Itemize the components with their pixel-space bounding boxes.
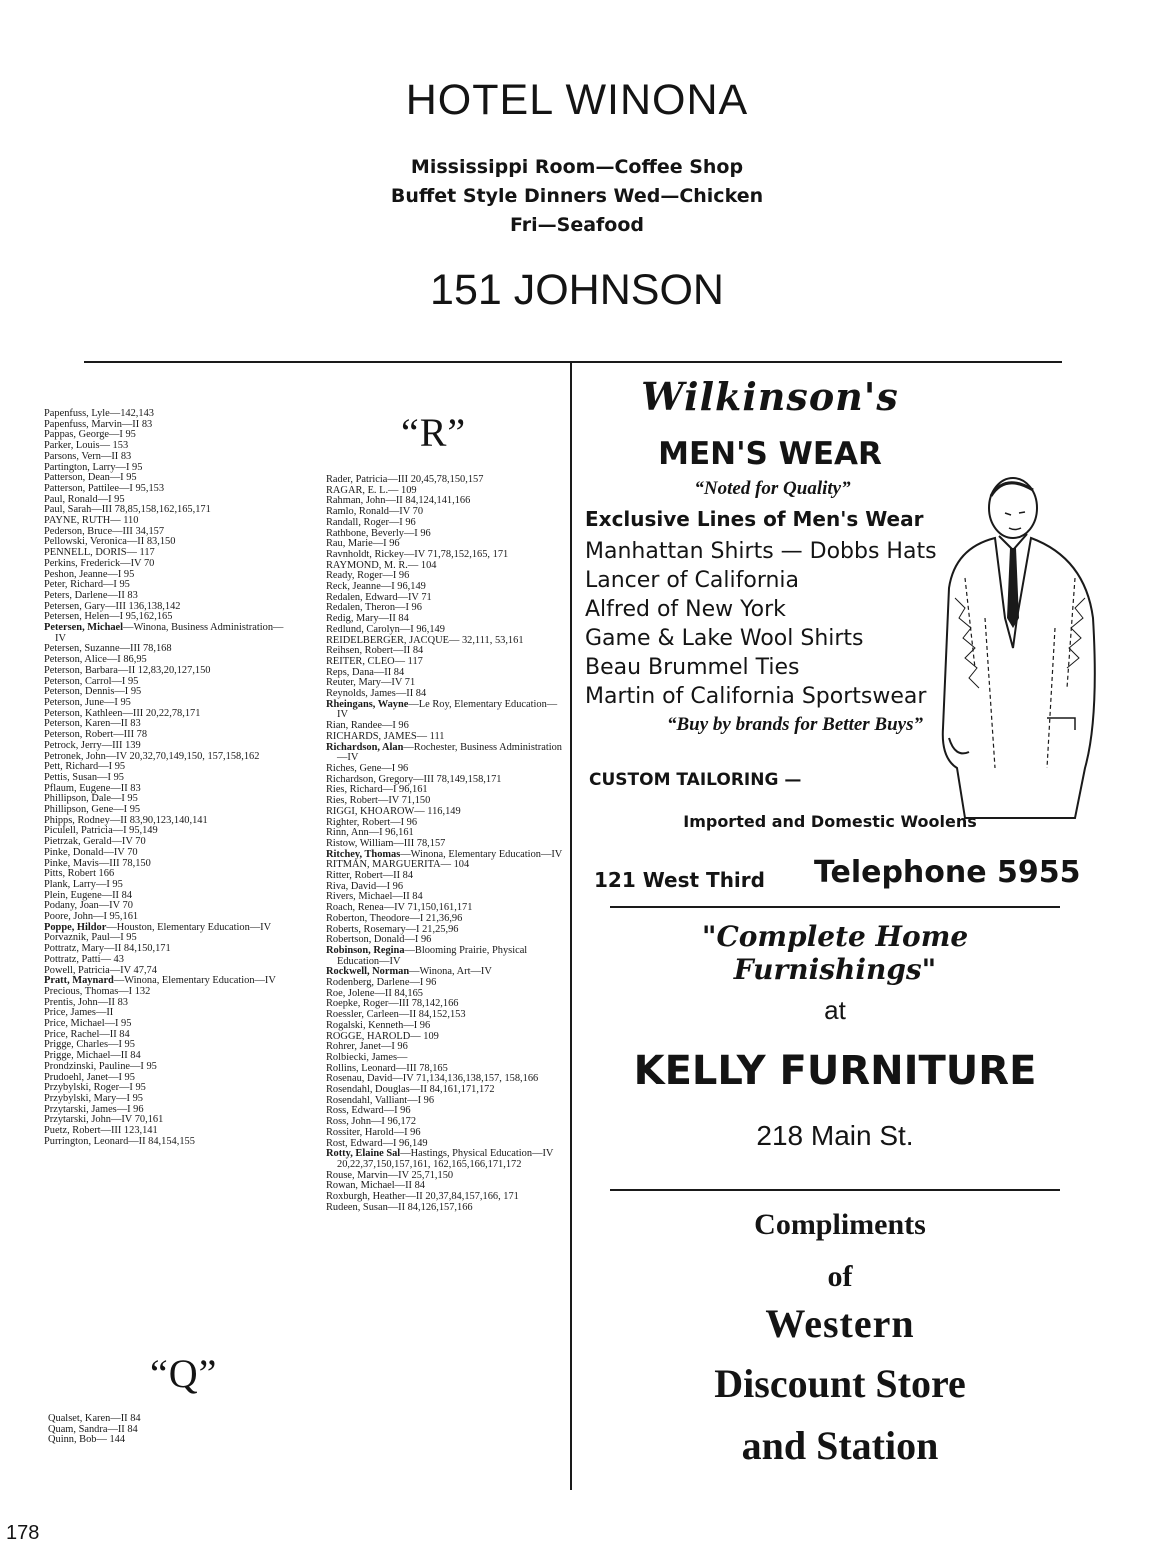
directory-entry: Pellowski, Veronica—II 83,150	[44, 536, 176, 548]
hotel-line-2: Buffet Style Dinners Wed—Chicken	[390, 185, 764, 207]
directory-entry: Peshon, Jeanne—I 95	[44, 568, 135, 580]
directory-entry: Perkins, Frederick—IV 70	[44, 557, 155, 569]
directory-entry: Phipps, Rodney—II 83,90,123,140,141	[44, 814, 208, 826]
directory-entry: Peterson, Dennis—I 95	[44, 686, 142, 698]
western-name: Western	[765, 1301, 915, 1346]
directory-entry: Prondzinski, Pauline—I 95	[44, 1060, 157, 1072]
directory-entry: Rosendahl, Douglas—II 84,161,171,172	[326, 1084, 495, 1096]
directory-entry: Pratt, Maynard—Winona, Elementary Education—IV	[44, 975, 276, 987]
wilkinsons-address: 121 West Third	[594, 868, 765, 892]
directory-entry: Ramlo, Ronald—IV 70	[326, 506, 424, 518]
directory-entry: Righter, Robert—I 96	[326, 816, 418, 828]
directory-column-1	[44, 409, 284, 1148]
directory-entry: Robertson, Donald—I 96	[326, 934, 432, 946]
directory-entry: Precious, Thomas—I 132	[44, 985, 151, 997]
top-divider	[84, 361, 1062, 363]
hotel-address: 151 JOHNSON	[430, 266, 724, 314]
directory-entry: Plank, Larry—I 95	[44, 878, 123, 890]
directory-entry: Reck, Jeanne—I 96,149	[326, 581, 426, 593]
directory-entry: Petersen, Suzanne—III 78,168	[44, 643, 172, 655]
directory-entry: Rosenau, David—IV 71,134,136,138,157, 158,166	[326, 1073, 539, 1085]
directory-entry: Roberts, Rosemary—I 21,25,96	[326, 923, 459, 935]
woolens-line: Imported and Domestic Woolens	[683, 812, 977, 831]
directory-entry: Peterson, June—I 95	[44, 696, 131, 708]
directory-entry: Petersen, Michael—Winona, Business Administration—IV	[44, 622, 284, 644]
directory-entry: Paul, Ronald—I 95	[44, 493, 125, 505]
directory-entry: Qualset, Karen—II 84	[48, 1413, 141, 1424]
directory-entry: Rossiter, Harold—I 96	[326, 1126, 421, 1138]
directory-entry: Rowan, Michael—II 84	[326, 1180, 425, 1192]
directory-entry: Rau, Marie—I 96	[326, 538, 400, 550]
ad-divider-1	[610, 906, 1060, 908]
directory-entry: Peterson, Kathleen—III 20,22,78,171	[44, 707, 201, 719]
directory-entry: PAYNE, RUTH— 110	[44, 515, 139, 527]
directory-entry: Rheingans, Wayne—Le Roy, Elementary Education—IV	[326, 698, 558, 721]
directory-entry: Ries, Richard—I 96,161	[326, 784, 428, 796]
directory-column-2	[326, 475, 566, 1214]
directory-entry: Purrington, Leonard—II 84,154,155	[44, 1135, 195, 1147]
directory-entry: ROGGE, HAROLD— 109	[326, 1030, 439, 1042]
directory-entry: Prigge, Michael—II 84	[44, 1050, 141, 1062]
directory-entry: Redalen, Edward—IV 71	[326, 591, 432, 603]
directory-entry: Paul, Sarah—III 78,85,158,162,165,171	[44, 504, 211, 516]
directory-entry: Richardson, Alan—Rochester, Business Administration—IV	[326, 741, 562, 764]
directory-entry: Riva, David—I 96	[326, 880, 404, 892]
directory-entry: Robinson, Regina—Blooming Prairie, Physical Education—IV	[326, 944, 528, 967]
directory-entry: Ravnholdt, Rickey—IV 71,78,152,165, 171	[326, 548, 509, 560]
directory-entry: Ritter, Robert—II 84	[326, 870, 414, 882]
directory-entry: Rotty, Elaine Sal—Hastings, Physical Education—IV 20,22,37,150,157,161, 162,165,166,171,172	[326, 1148, 554, 1170]
directory-entry: Pinke, Mavis—III 78,150	[44, 857, 151, 869]
directory-entry: Przybylski, Mary—I 95	[44, 1093, 143, 1104]
section-heading-q: “Q”	[150, 1351, 218, 1396]
directory-entry: Rollins, Leonard—III 78,165	[326, 1062, 448, 1074]
directory-entry: Podany, Joan—IV 70	[44, 900, 133, 912]
directory-entry: Prudoehl, Janet—I 95	[44, 1071, 135, 1083]
column-divider	[570, 362, 572, 1490]
directory-entry: RICHARDS, JAMES— 111	[326, 730, 445, 742]
directory-entry: Rinn, Ann—I 96,161	[326, 827, 414, 839]
kelly-tagline: "Complete Home Furnishings"	[701, 920, 969, 986]
directory-entry: Ross, John—I 96,172	[326, 1116, 417, 1128]
directory-entry: Peterson, Barbara—II 12,83,20,127,150	[44, 664, 211, 676]
brand-item: Manhattan Shirts — Dobbs Hats	[585, 539, 937, 564]
directory-entry: Ries, Robert—IV 71,150	[326, 795, 431, 807]
page-number: 178	[6, 1522, 40, 1544]
directory-entry: Pflaum, Eugene—II 83	[44, 782, 141, 794]
directory-entry: Parsons, Vern—II 83	[44, 450, 132, 462]
directory-entry: Rudeen, Susan—II 84,126,157,166	[326, 1201, 473, 1213]
brand-item: Alfred of New York	[585, 597, 786, 622]
directory-entry: Peterson, Alice—I 86,95	[44, 654, 147, 666]
directory-entry: Parker, Louis— 153	[44, 440, 129, 452]
directory-entry: Rivers, Michael—II 84	[326, 891, 423, 903]
directory-entry: Rodenberg, Darlene—I 96	[326, 977, 437, 989]
directory-entry: Reynolds, James—II 84	[326, 688, 427, 700]
directory-entry: Pederson, Bruce—III 34,157	[44, 525, 165, 537]
directory-entry: Price, Rachel—II 84	[44, 1028, 130, 1040]
brands-slogan: “Buy by brands for Better Buys”	[667, 714, 923, 735]
directory-entry: Partington, Larry—I 95	[44, 461, 143, 473]
directory-entry: Porvaznik, Paul—I 95	[44, 932, 137, 944]
quality-tagline: “Noted for Quality”	[694, 478, 851, 499]
directory-entry: Rolbiecki, James—	[326, 1051, 408, 1063]
directory-entry: Rockwell, Norman—Winona, Art—IV	[326, 966, 492, 978]
man-in-suit-illustration-icon	[935, 468, 1105, 838]
directory-entry: Reuter, Mary—IV 71	[326, 677, 416, 689]
brand-list	[585, 537, 985, 711]
directory-entry: RAYMOND, M. R.— 104	[326, 559, 437, 571]
western-discount-store: Discount Store	[714, 1361, 966, 1406]
directory-entry: Pett, Richard—I 95	[44, 761, 126, 773]
directory-entry: Peterson, Robert—III 78	[44, 729, 148, 741]
kelly-furniture-name: KELLY FURNITURE	[633, 1048, 1037, 1094]
directory-entry: Peters, Darlene—II 83	[44, 589, 138, 601]
directory-entry: Piculell, Patricia—I 95,149	[44, 825, 158, 837]
directory-entry: Przytarski, John—IV 70,161	[44, 1114, 164, 1126]
western-and-station: and Station	[741, 1423, 939, 1468]
directory-entry: Puetz, Robert—III 123,141	[44, 1125, 158, 1137]
hotel-line-1: Mississippi Room—Coffee Shop	[410, 156, 744, 178]
directory-q-list	[48, 1414, 248, 1446]
directory-entry: Roe, Jolene—II 84,165	[326, 987, 423, 999]
directory-entry: Przytarski, James—I 96	[44, 1103, 144, 1115]
directory-entry: Patterson, Pattilee—I 95,153	[44, 482, 165, 494]
directory-entry: Reps, Dana—II 84	[326, 666, 405, 678]
directory-entry: RAGAR, E. L.— 109	[326, 484, 417, 496]
directory-entry: Poore, John—I 95,161	[44, 911, 139, 923]
directory-entry: Ross, Edward—I 96	[326, 1105, 411, 1117]
directory-entry: Pappas, George—I 95	[44, 429, 136, 441]
directory-entry: Prigge, Charles—I 95	[44, 1039, 135, 1051]
directory-entry: REITER, CLEO— 117	[326, 655, 423, 667]
directory-entry: Pinke, Donald—IV 70	[44, 846, 138, 858]
directory-entry: Rian, Randee—I 96	[326, 720, 409, 732]
wilkinsons-logo: Wilkinson's	[641, 374, 899, 419]
directory-entry: Quam, Sandra—II 84	[48, 1423, 138, 1435]
directory-entry: Pitts, Robert 166	[44, 868, 115, 880]
directory-entry: Ready, Roger—I 96	[326, 570, 410, 582]
brand-item: Game & Lake Wool Shirts	[585, 626, 864, 651]
hotel-line-3: Fri—Seafood	[509, 214, 644, 236]
directory-entry: Powell, Patricia—IV 47,74	[44, 964, 157, 976]
directory-entry: Pettis, Susan—I 95	[44, 771, 124, 783]
directory-entry: Price, James—II	[44, 1007, 114, 1019]
directory-entry: Papenfuss, Marvin—II 83	[44, 418, 153, 430]
directory-entry: Rathbone, Beverly—I 96	[326, 527, 431, 539]
directory-entry: Peter, Richard—I 95	[44, 579, 130, 591]
brand-item: Martin of California Sportswear	[585, 684, 927, 709]
directory-entry: Redlund, Carolyn—I 96,149	[326, 623, 445, 635]
directory-entry: Rohrer, Janet—I 96	[326, 1041, 408, 1053]
hotel-description	[0, 153, 1154, 240]
directory-entry: Plein, Eugene—II 84	[44, 889, 133, 901]
directory-entry: Pottratz, Patti— 43	[44, 953, 124, 965]
hotel-title: HOTEL WINONA	[405, 76, 749, 124]
directory-entry: Peterson, Carrol—I 95	[44, 675, 139, 687]
directory-entry: Rost, Edward—I 96,149	[326, 1137, 428, 1149]
directory-entry: Rahman, John—II 84,124,141,166	[326, 495, 471, 507]
directory-entry: Petronek, John—IV 20,32,70,149,150, 157,158,162	[44, 750, 260, 762]
directory-entry: Pottratz, Mary—II 84,150,171	[44, 943, 171, 955]
kelly-at: at	[824, 995, 846, 1025]
brand-item: Lancer of California	[585, 568, 800, 593]
directory-entry: Phillipson, Dale—I 95	[44, 793, 138, 805]
directory-entry: Rogalski, Kenneth—I 96	[326, 1019, 431, 1031]
directory-entry: Roessler, Carleen—II 84,152,153	[326, 1009, 466, 1021]
directory-entry: Patterson, Dean—I 95	[44, 472, 137, 484]
directory-entry: Redig, Mary—II 84	[326, 613, 409, 625]
directory-entry: Rosendahl, Valliant—I 96	[326, 1094, 435, 1106]
directory-entry: Petrock, Jerry—III 139	[44, 739, 141, 751]
directory-entry: Richardson, Gregory—III 78,149,158,171	[326, 773, 502, 785]
directory-entry: PENNELL, DORIS— 117	[44, 547, 155, 559]
directory-entry: Phillipson, Gene—I 95	[44, 804, 141, 816]
exclusive-lines: Exclusive Lines of Men's Wear	[585, 507, 924, 531]
directory-entry: RIGGI, KHOAROW— 116,149	[326, 805, 461, 817]
mens-wear-headline: MEN'S WEAR	[658, 436, 882, 472]
directory-entry: Ristow, William—III 78,157	[326, 837, 446, 849]
directory-entry: Quinn, Bob— 144	[48, 1434, 126, 1446]
directory-entry: Ritchey, Thomas—Winona, Elementary Education—IV	[326, 848, 563, 860]
western-of: of	[827, 1260, 853, 1293]
directory-entry: Roach, Renea—IV 71,150,161,171	[326, 902, 473, 914]
western-compliments: Compliments	[754, 1208, 926, 1241]
section-heading-r: “R”	[401, 410, 467, 455]
directory-entry: Papenfuss, Lyle—142,143	[44, 408, 154, 419]
directory-entry: REIDELBERGER, JACQUE— 32,111, 53,161	[326, 634, 524, 646]
directory-entry: Pietrzak, Gerald—IV 70	[44, 836, 146, 848]
directory-entry: Roberton, Theodore—I 21,36,96	[326, 912, 463, 924]
directory-entry: Roxburgh, Heather—II 20,37,84,157,166, 171	[326, 1191, 519, 1203]
kelly-address: 218 Main St.	[756, 1120, 914, 1151]
wilkinsons-phone: Telephone 5955	[814, 855, 1081, 890]
directory-entry: Randall, Roger—I 96	[326, 516, 416, 528]
custom-tailoring: CUSTOM TAILORING —	[589, 770, 802, 790]
directory-entry: Rader, Patricia—III 20,45,78,150,157	[326, 474, 484, 485]
directory-entry: Poppe, Hildor—Houston, Elementary Education—IV	[44, 921, 272, 933]
directory-entry: Przybylski, Roger—I 95	[44, 1082, 146, 1094]
directory-entry: Prentis, John—II 83	[44, 996, 128, 1008]
directory-entry: Roepke, Roger—III 78,142,166	[326, 998, 459, 1010]
directory-entry: Redalen, Theron—I 96	[326, 602, 422, 614]
directory-entry: Petersen, Helen—I 95,162,165	[44, 611, 173, 623]
directory-entry: Riches, Gene—I 96	[326, 762, 409, 774]
directory-entry: RITMAN, MARGUERITA— 104	[326, 859, 470, 871]
directory-entry: Price, Michael—I 95	[44, 1018, 132, 1030]
directory-entry: Rouse, Marvin—IV 25,71,150	[326, 1169, 454, 1181]
directory-entry: Petersen, Gary—III 136,138,142	[44, 600, 181, 612]
directory-entry: Reihsen, Robert—II 84	[326, 645, 424, 657]
brand-item: Beau Brummel Ties	[585, 655, 800, 680]
ad-divider-2	[610, 1189, 1060, 1191]
directory-entry: Peterson, Karen—II 83	[44, 718, 141, 730]
